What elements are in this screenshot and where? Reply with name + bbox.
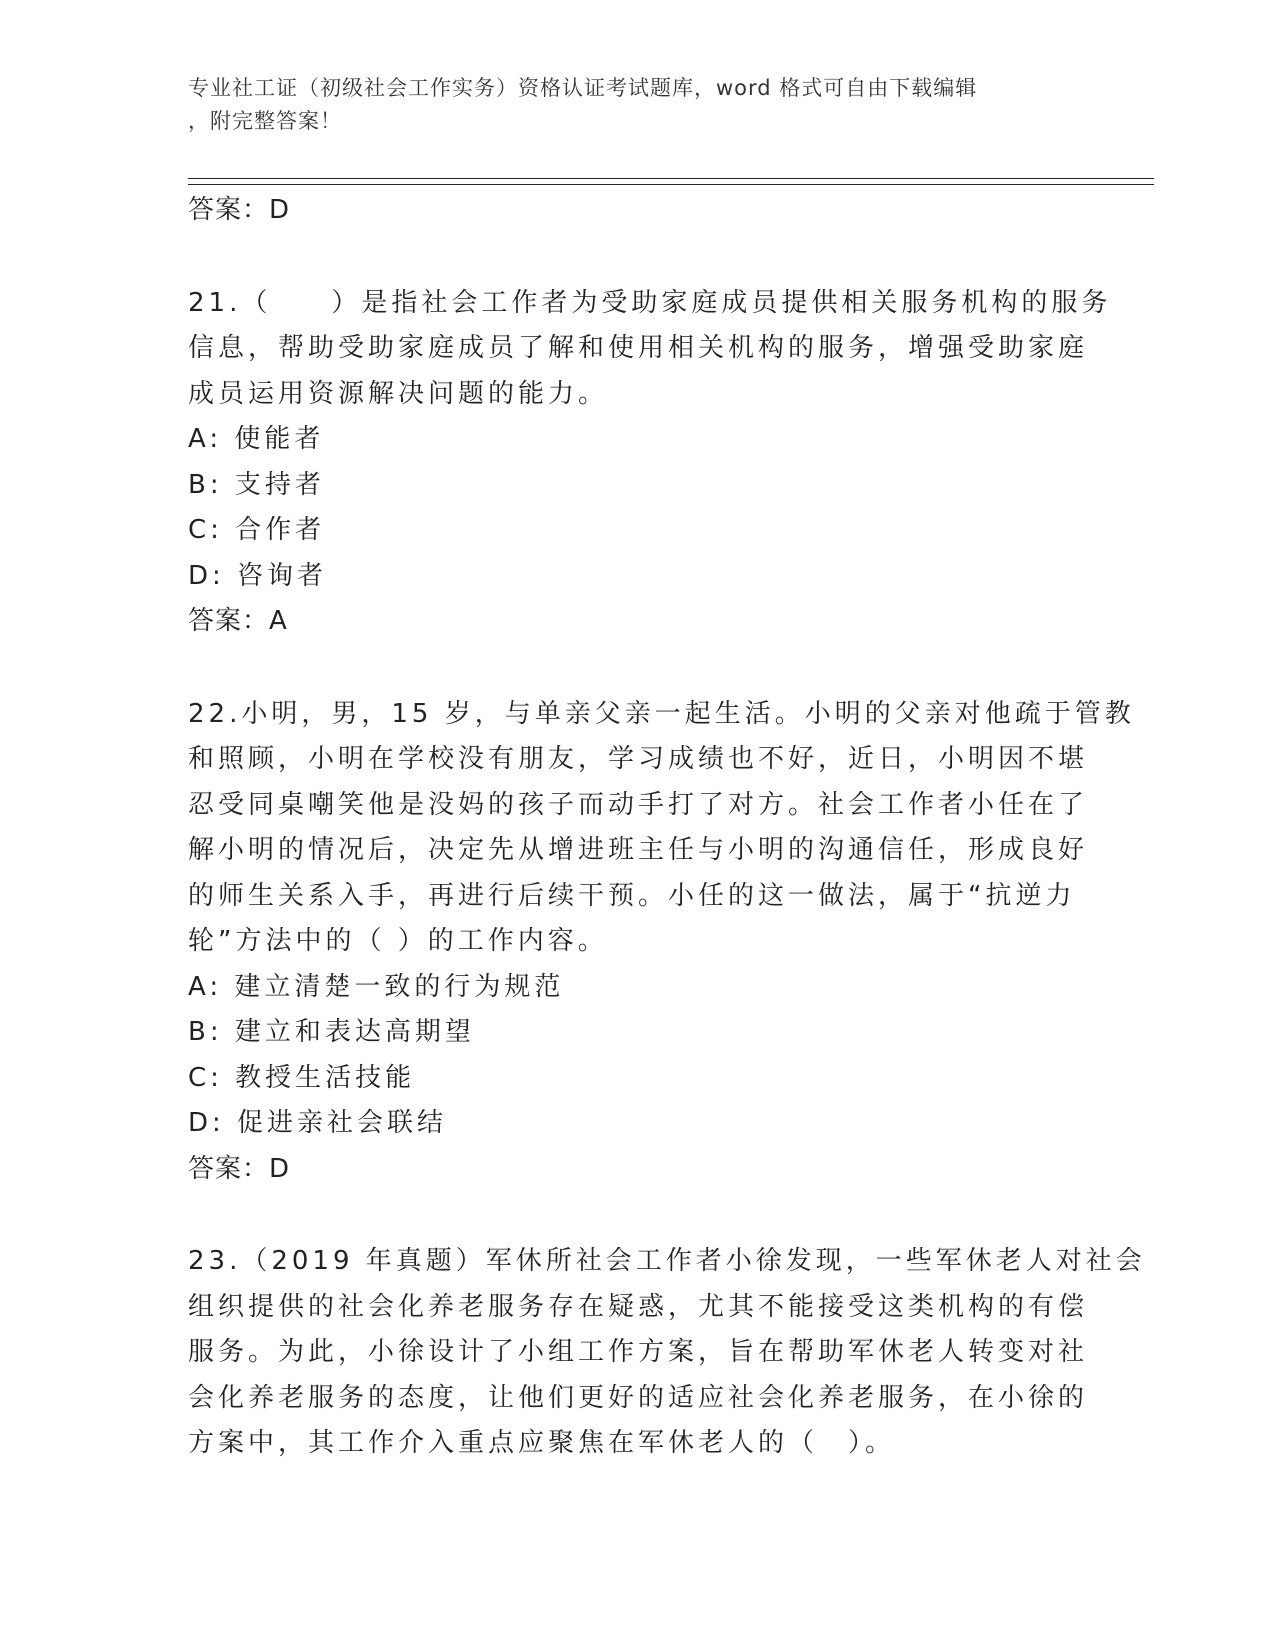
- option-b: B: 支持者: [188, 469, 325, 500]
- question-line: 会化养老服务的态度，让他们更好的适应社会化养老服务，在小徐的: [188, 1382, 1089, 1413]
- question-text: [188, 281, 1112, 418]
- question-line: 信息，帮助受助家庭成员了解和使用相关机构的服务，增强受助家庭: [188, 333, 1089, 363]
- block-spacer: [188, 645, 1088, 692]
- option-a: A: 使能者: [188, 424, 325, 454]
- answer: 答案：A: [188, 606, 288, 636]
- header-divider: [188, 178, 1154, 185]
- question-21: [188, 281, 1112, 645]
- option-d: D: 促进亲社会联结: [188, 1108, 448, 1138]
- page-header: [188, 72, 1088, 138]
- option-c: C: 合作者: [188, 515, 326, 545]
- block-spacer: [188, 234, 1088, 281]
- question-line: 的师生关系入手，再进行后续干预。小任的这一做法，属于“抗逆力: [188, 880, 1076, 911]
- question-line: 方案中，其工作介入重点应聚焦在军休老人的（ ）。: [188, 1428, 896, 1458]
- question-line: 23.（2019 年真题）军休所社会工作者小徐发现，一些军休老人对社会: [188, 1246, 1146, 1276]
- option-d: D: 咨询者: [188, 560, 328, 591]
- answer: 答案：D: [188, 1153, 291, 1184]
- question-line: 成员运用资源解决问题的能力。: [188, 378, 609, 409]
- question-line: 21.（ ）是指社会工作者为受助家庭成员提供相关服务机构的服务: [188, 287, 1112, 318]
- question-line: 22.小明，男，15 岁，与单亲父亲一起生活。小明的父亲对他疏于管教: [188, 698, 1135, 729]
- previous-answer: 答案：D: [188, 195, 291, 225]
- question-line: 忍受同桌嘲笑他是没妈的孩子而动手打了对方。社会工作者小任在了: [188, 789, 1089, 820]
- question-23: [188, 1239, 1146, 1467]
- block-spacer: [188, 1192, 1088, 1239]
- question-text: [188, 1239, 1146, 1467]
- header-line-2: ，附完整答案！: [188, 109, 342, 133]
- option-c: C: 教授生活技能: [188, 1062, 416, 1093]
- question-text: [188, 692, 1135, 965]
- option-b: B: 建立和表达高期望: [188, 1017, 475, 1047]
- question-line: 轮”方法中的（ ）的工作内容。: [188, 926, 608, 956]
- question-line: 和照顾，小明在学校没有朋友，学习成绩也不好，近日，小明因不堪: [188, 744, 1089, 774]
- option-a: A: 建立清楚一致的行为规范: [188, 971, 565, 1002]
- header-line-1: 专业社工证（初级社会工作实务）资格认证考试题库，word 格式可自由下载编辑: [188, 76, 978, 100]
- question-line: 组织提供的社会化养老服务存在疑惑，尤其不能接受这类机构的有偿: [188, 1291, 1089, 1322]
- question-line: 服务。为此，小徐设计了小组工作方案，旨在帮助军休老人转变对社: [188, 1337, 1089, 1367]
- question-line: 解小明的情况后，决定先从增进班主任与小明的沟通信任，形成良好: [188, 835, 1089, 865]
- question-22: [188, 692, 1135, 1193]
- document-body: [188, 188, 1146, 1467]
